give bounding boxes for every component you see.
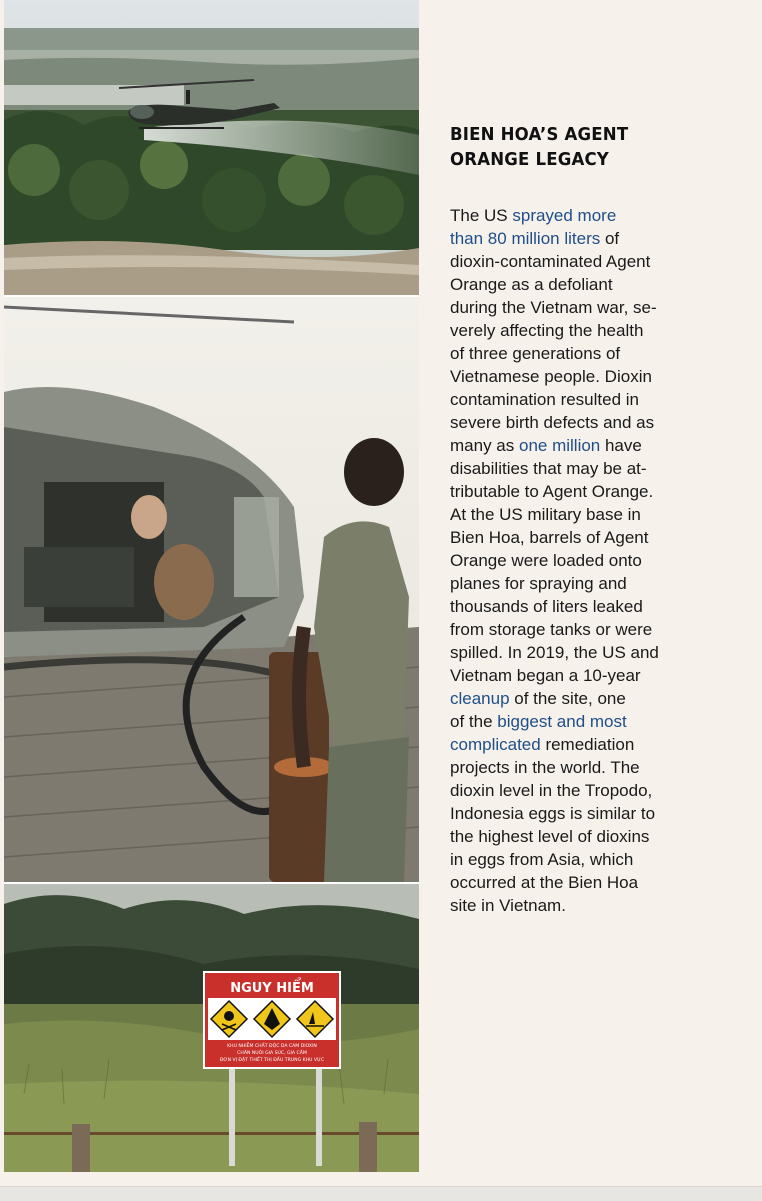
body-line: [450, 411, 750, 434]
body-text: spilled. In 2019, the US and: [450, 643, 659, 662]
body-text: Vietnam began a 10-year: [450, 666, 641, 685]
article-heading: BIEN HOA’S AGENT ORANGE LEGACY: [450, 124, 629, 170]
body-line: [450, 296, 750, 319]
body-line: [450, 802, 750, 825]
body-text: Orange were loaded onto: [450, 551, 642, 570]
body-text: the highest level of dioxins: [450, 827, 650, 846]
article-link[interactable]: biggest and most: [497, 712, 627, 731]
body-text: projects in the world. The: [450, 758, 640, 777]
body-line: [450, 779, 750, 802]
body-line: [450, 664, 750, 687]
page-bottom-edge: [0, 1186, 762, 1201]
article-link[interactable]: sprayed more: [512, 206, 617, 225]
body-text: planes for spraying and: [450, 574, 627, 593]
helicopter-loading-photo: [4, 297, 419, 882]
body-text: of: [600, 229, 620, 248]
body-text: Bien Hoa, barrels of Agent: [450, 528, 649, 547]
body-line: [450, 319, 750, 342]
body-line: [450, 388, 750, 411]
body-text: Orange as a defoliant: [450, 275, 613, 294]
body-line: [450, 825, 750, 848]
body-text: contamination resulted in: [450, 390, 640, 409]
body-text: disabilities that may be at-: [450, 459, 647, 478]
body-text: occurred at the Bien Hoa: [450, 873, 639, 892]
sign-line-3: ĐƠN VỊ ĐẶT THIẾT THỊ ĐẦU TRUNG KHU VỰC: [219, 1058, 325, 1063]
danger-sign: [204, 972, 340, 1068]
body-text: severe birth defects and as: [450, 413, 655, 432]
sidebar-article: [450, 122, 750, 917]
photo-column: [4, 0, 419, 1172]
body-text: remediation: [540, 735, 635, 754]
body-line: [450, 710, 750, 733]
body-line: [450, 549, 750, 572]
body-line: [450, 526, 750, 549]
body-line: [450, 503, 750, 526]
body-line: [450, 480, 750, 503]
body-text: verely affecting the health: [450, 321, 644, 340]
sign-line-2: CHĂN NUÔI GIA SÚC, GIA CẦM: [237, 1051, 307, 1056]
article-link[interactable]: one million: [518, 436, 601, 455]
body-line: [450, 204, 750, 227]
body-line: [450, 894, 750, 917]
body-text: site in Vietnam.: [450, 896, 566, 915]
body-text: thousands of liters leaked: [450, 597, 643, 616]
body-text: dioxin-contaminated Agent: [450, 252, 651, 271]
body-line: [450, 342, 750, 365]
body-line: [450, 572, 750, 595]
body-text: Indonesia eggs is similar to: [450, 804, 656, 823]
body-text: many as: [450, 436, 519, 455]
body-line: [450, 595, 750, 618]
body-line: [450, 457, 750, 480]
body-text: Vietnamese people. Dioxin: [450, 367, 652, 386]
body-line: [450, 618, 750, 641]
sign-line-1: KHU NHIỄM CHẤT ĐỘC DA CAM DIOXIN: [227, 1044, 317, 1049]
body-text: of the site, one: [509, 689, 626, 708]
body-line: [450, 756, 750, 779]
danger-sign-photo: [4, 884, 419, 1172]
article-body: [450, 204, 750, 917]
body-text: during the Vietnam war, se-: [450, 298, 657, 317]
body-line: [450, 365, 750, 388]
body-text: have: [600, 436, 642, 455]
body-text: from storage tanks or were: [450, 620, 653, 639]
body-line: [450, 733, 750, 756]
body-line: [450, 273, 750, 296]
body-line: [450, 641, 750, 664]
article-link[interactable]: cleanup: [450, 689, 510, 708]
body-text: tributable to Agent Orange.: [450, 482, 654, 501]
body-text: of three generations of: [450, 344, 621, 363]
body-text: At the US military base in: [450, 505, 641, 524]
body-line: [450, 250, 750, 273]
body-line: [450, 227, 750, 250]
body-text: in eggs from Asia, which: [450, 850, 634, 869]
body-line: [450, 848, 750, 871]
body-text: of the: [450, 712, 498, 731]
body-text: The US: [450, 206, 513, 225]
article-link[interactable]: than 80 million liters: [450, 229, 601, 248]
body-line: [450, 434, 750, 457]
body-line: [450, 871, 750, 894]
helicopter-spraying-photo: [4, 0, 419, 295]
body-line: [450, 687, 750, 710]
sign-title: NGUY HIỂM: [230, 981, 314, 996]
article-link[interactable]: complicated: [450, 735, 541, 754]
body-text: dioxin level in the Tropodo,: [450, 781, 653, 800]
